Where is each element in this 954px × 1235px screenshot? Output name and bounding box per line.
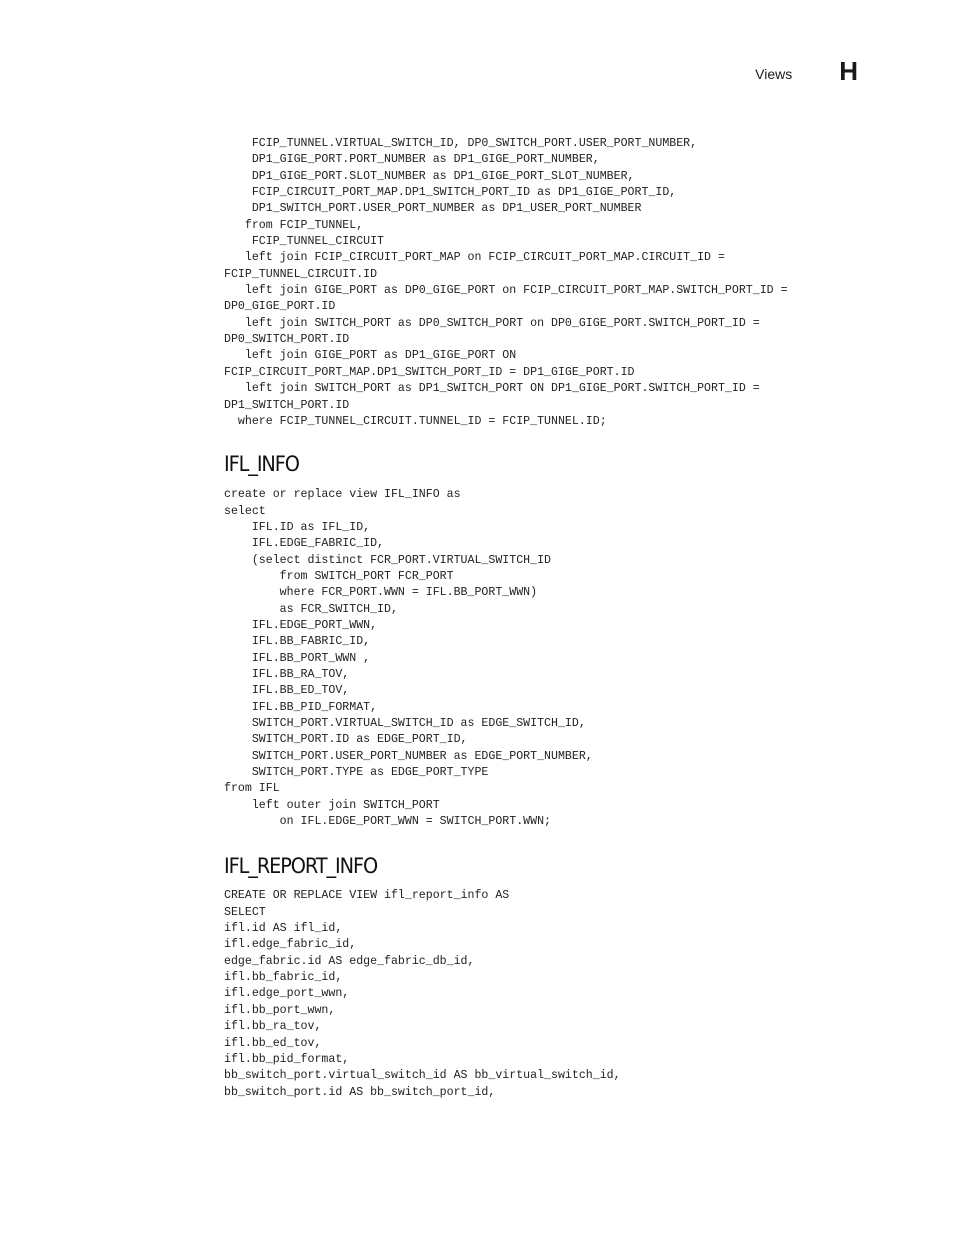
section-title-ifl-info: IFL_INFO <box>224 452 299 477</box>
header-appendix-letter: H <box>839 56 858 86</box>
page-content <box>224 136 884 1101</box>
code-block-fcip-view-tail: FCIP_TUNNEL.VIRTUAL_SWITCH_ID, DP0_SWITCH_PORT.USER_PORT_NUMBER, DP1_GIGE_PORT.PORT_NUMBER as DP1_GIGE_PORT_NUMBER, DP1_GIGE_PORT.SLOT_NUMBER as DP1_GIGE_PORT_SLOT_NUMBER, FCIP_CIRCUIT_PORT_MAP.DP1_SWITCH_PORT_ID as DP1_GIGE_PORT_ID, DP1_SWITCH_PORT.USER_PORT_NUMBER as DP1_USER_PORT_NUMBER from FCIP_TUNNEL, FCIP_TUNNEL_CIRCUIT left join FCIP_CIRCUIT_PORT_MAP on FCIP_CIRCUIT_PORT_MAP.CIRCUIT_ID = FCIP_TUNNEL_CIRCUIT.ID left join GIGE_PORT as DP0_GIGE_PORT on FCIP_CIRCUIT_PORT_MAP.SWITCH_PORT_ID = DP0_GIGE_PORT.ID left join SWITCH_PORT as DP0_SWITCH_PORT on DP0_GIGE_PORT.SWITCH_PORT_ID = DP0_SWITCH_PORT.ID left join GIGE_PORT as DP1_GIGE_PORT ON FCIP_CIRCUIT_PORT_MAP.DP1_SWITCH_PORT_ID = DP1_GIGE_PORT.ID left join SWITCH_PORT as DP1_SWITCH_PORT ON DP1_GIGE_PORT.SWITCH_PORT_ID = DP1_SWITCH_PORT.ID where FCIP_TUNNEL_CIRCUIT.TUNNEL_ID = FCIP_TUNNEL.ID; <box>224 137 788 428</box>
section-title-ifl-report-info: IFL_REPORT_INFO <box>224 854 378 879</box>
running-header <box>755 58 858 84</box>
code-block-ifl-report-info: CREATE OR REPLACE VIEW ifl_report_info AS SELECT ifl.id AS ifl_id, ifl.edge_fabric_id, edge_fabric.id AS edge_fabric_db_id, ifl.bb_fabric_id, ifl.edge_port_wwn, ifl.bb_port_wwn, ifl.bb_ra_tov, ifl.bb_ed_tov, ifl.bb_pid_format, bb_switch_port.virtual_switch_id AS bb_virtual_switch_id, bb_switch_port.id AS bb_switch_port_id, <box>224 889 621 1099</box>
code-block-ifl-info: create or replace view IFL_INFO as select IFL.ID as IFL_ID, IFL.EDGE_FABRIC_ID, (select distinct FCR_PORT.VIRTUAL_SWITCH_ID from SWITCH_PORT FCR_PORT where FCR_PORT.WWN = IFL.BB_PORT_WWN) as FCR_SWITCH_ID, IFL.EDGE_PORT_WWN, IFL.BB_FABRIC_ID, IFL.BB_PORT_WWN , IFL.BB_RA_TOV, IFL.BB_ED_TOV, IFL.BB_PID_FORMAT, SWITCH_PORT.VIRTUAL_SWITCH_ID as EDGE_SWITCH_ID, SWITCH_PORT.ID as EDGE_PORT_ID, SWITCH_PORT.USER_PORT_NUMBER as EDGE_PORT_NUMBER, SWITCH_PORT.TYPE as EDGE_PORT_TYPE from IFL left outer join SWITCH_PORT on IFL.EDGE_PORT_WWN = SWITCH_PORT.WWN; <box>224 488 593 829</box>
header-section-name: Views <box>755 66 793 82</box>
